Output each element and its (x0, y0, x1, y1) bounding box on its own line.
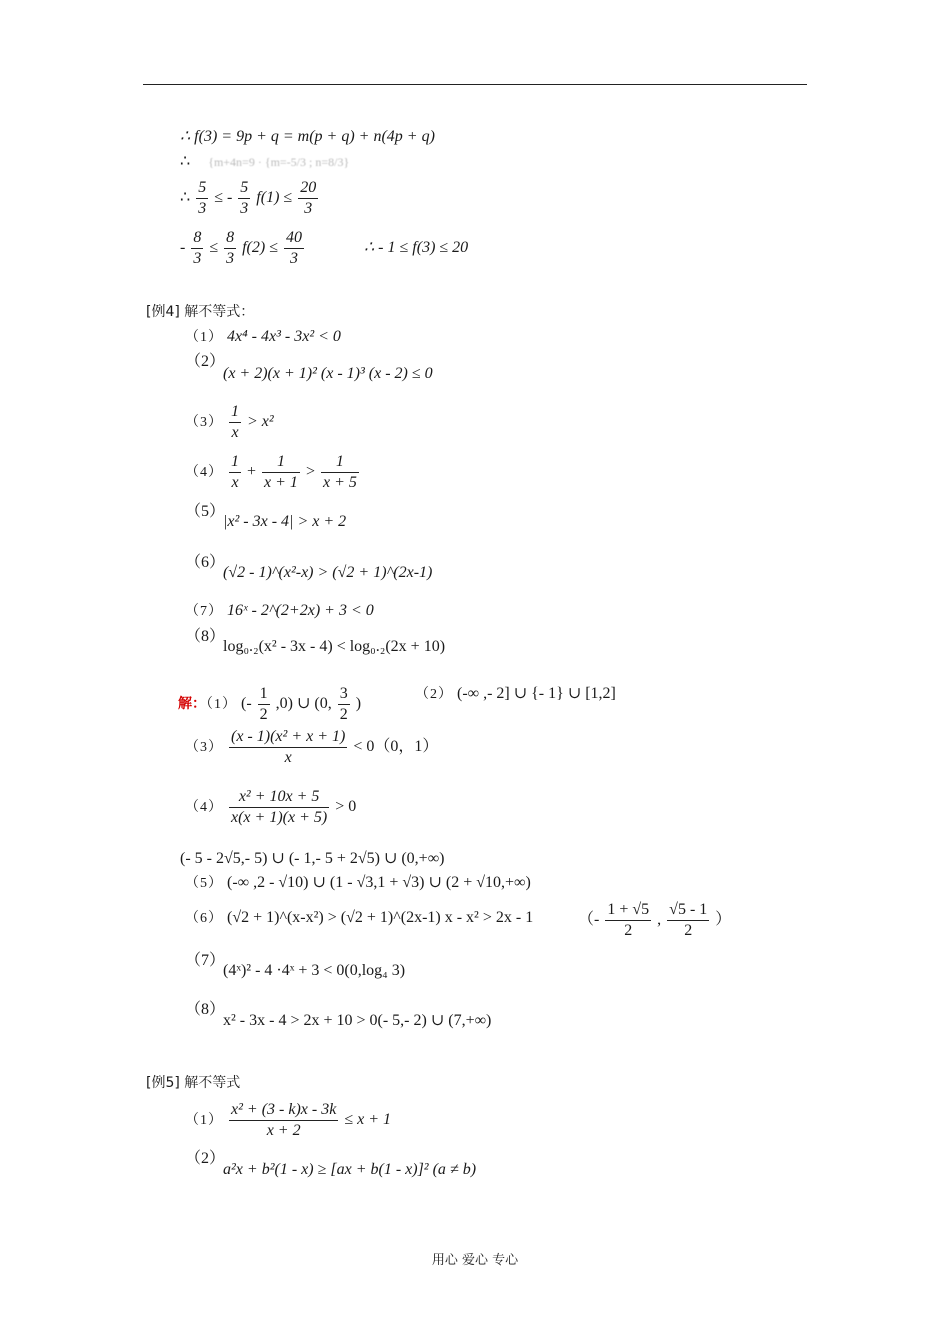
ex4-item-2-expr: (x + 2)(x + 1)² (x - 1)³ (x - 2) ≤ 0 (223, 365, 433, 382)
solution-4: （4） $\frac{\text{x² + 10x + 5}}{x(x + 1)(x + 5)}$ > 0 (185, 788, 357, 826)
ex4-item-3: （3） $\frac{1}{x}$ > x² (185, 403, 274, 441)
page-footer: 用心 爱心 专心 (431, 1253, 519, 1268)
example-4-title: [例4] 解不等式： (146, 304, 255, 320)
ex4-item-2-num: （2） (185, 353, 226, 370)
ex5-item-1: （1） $\frac{\text{x² + (3 - k)x - 3k}}{x + 2}$ ≤ x + 1 (185, 1101, 391, 1139)
ex4-item-1: （1） 4x⁴ - 4x³ - 3x² < 0 (185, 328, 341, 345)
ex4-item-6-num: （6） (185, 554, 226, 571)
solution-2: （2） (-∞ ,- 2] ∪ {- 1} ∪ [1,2] (415, 685, 616, 702)
derivation-line-1: ∴ f(3) = 9p + q = m(p + q) + n(4p + q) (180, 128, 435, 145)
solution-8-num: （8） (185, 1001, 226, 1018)
solution-4-result: (- 5 - 2√5,- 5) ∪ (- 1,- 5 + 2√5) ∪ (0,+∞) (180, 850, 445, 867)
ex5-item-2-num: （2） (185, 1150, 226, 1167)
ex5-item-2-expr: a²x + b²(1 - x) ≥ [ax + b(1 - x)]² (a ≠ b) (223, 1161, 477, 1178)
solution-5: （5） (-∞ ,2 - √10) ∪ (1 - √3,1 + √3) ∪ (2 + √10,+∞) (185, 874, 531, 891)
ex4-item-5-num: （5） (185, 503, 226, 520)
ex4-item-4: （4） $\frac{1}{x}$ + $\frac{1}{x + 1}$ > $\frac{1}{x + 5}$ (185, 453, 357, 491)
solution-7-num: （7） (185, 952, 226, 969)
example-5-title: [例5] 解不等式 (146, 1075, 241, 1091)
solution-7-expr: (4ˣ)² - 4 ·4ˣ + 3 < 0(0,log₄ 3) (223, 962, 406, 979)
ex4-item-8-num: （8） (185, 628, 226, 645)
ex4-item-8-expr: log₀.₂(x² - 3x - 4) < log₀.₂(2x + 10) (223, 638, 446, 655)
derivation-line-3: ∴ $\frac{5}{3}$ ≤ - $\frac{5}{3}$ f(1) ≤ $\frac{20}{3}$ (180, 179, 317, 217)
derivation-line-4: - $\frac{8}{3}$ ≤ $\frac{8}{3}$ f(2) ≤ $\frac{40}{3}$ ∴ - 1 ≤ f(3) ≤ 20 (180, 229, 469, 267)
solution-3: （3） $\frac{\text{(x - 1)(x² + x + 1)}}{x}$ < 0（0，1） (185, 728, 439, 766)
ex4-item-5-expr: |x² - 3x - 4| > x + 2 (223, 513, 347, 530)
solution-label: 解： (178, 696, 206, 713)
solution-8-expr: x² - 3x - 4 > 2x + 10 > 0(- 5,- 2) ∪ (7,+∞) (223, 1012, 492, 1029)
ex4-item-6-expr: (√2 - 1)^(x²-x) > (√2 + 1)^(2x-1) (223, 564, 433, 581)
ex4-item-7: （7） 16ˣ - 2^(2+2x) + 3 < 0 (185, 602, 374, 619)
solution-6: （6） (√2 + 1)^(x-x²) > (√2 + 1)^(2x-1) x - x² > 2x - 1 (185, 909, 534, 926)
header-rule (143, 84, 807, 85)
solution-1: 解：（1） (- $\frac{1}{2}$ ,0) ∪ (0, $\frac{3}{2}$ ) (178, 685, 362, 723)
derivation-line-2: ∴ {m+4n=9 · {m=-5/3 ; n=8/3} (180, 153, 350, 170)
solution-6-result: （- $\frac{1 + √5}{2}$ , $\frac{√5 - 1}{2}$ ） (578, 901, 732, 939)
blurred-system: {m+4n=9 · {m=-5/3 ; n=8/3} (208, 155, 350, 169)
